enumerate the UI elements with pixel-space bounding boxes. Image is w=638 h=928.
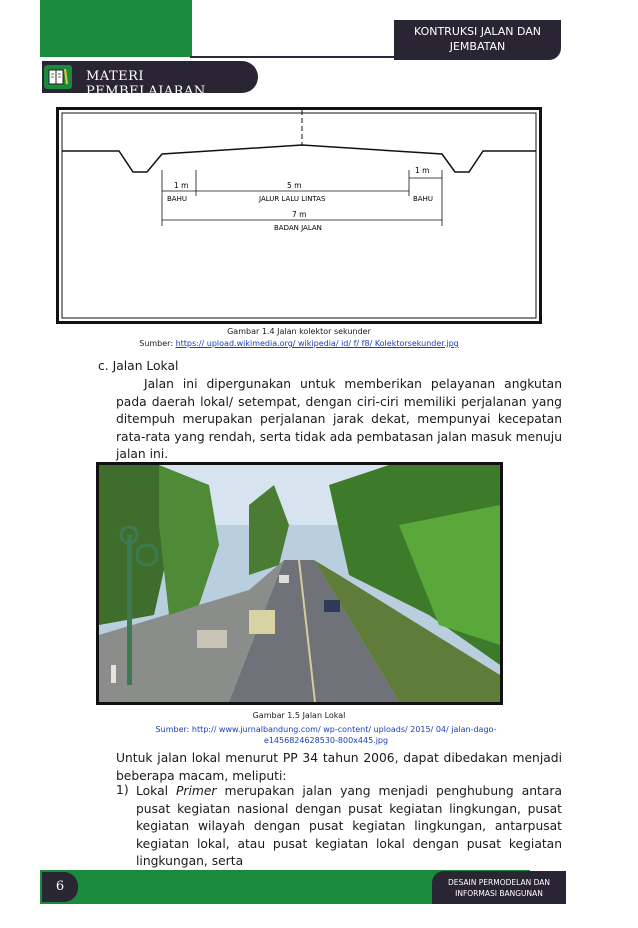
figure1-source-prefix: Sumber: xyxy=(139,339,176,348)
list-item xyxy=(136,783,562,871)
figure1-source xyxy=(0,339,598,348)
figure1-caption: Gambar 1.4 Jalan kolektor sekunder xyxy=(227,327,371,336)
list-item-lead: Lokal xyxy=(136,784,176,798)
intro-paragraph: Untuk jalan lokal menurut PP 34 tahun 2006, dapat dibedakan menjadi beberapa macam, meliputi: xyxy=(116,751,562,783)
list-item-text: merupakan jalan yang menjadi penghubung antara pusat kegiatan nasional dengan pusat kegiatan lingkungan, pusat kegiatan wilayah dengan pusat kegiatan lingkungan, antarpusat kegiatan lokal, atau pusat kegiatan lokal dengan pusat kegiatan lingkungan, serta xyxy=(136,784,562,868)
footer-title-line2: INFORMASI BANGUNAN xyxy=(455,889,543,898)
bahu-left-width-label: 1 m xyxy=(174,181,189,190)
list-item-number: 1) xyxy=(116,783,129,797)
figure2-caption: Gambar 1.5 Jalan Lokal xyxy=(252,711,346,720)
section-label: MATERI PEMBELAJARAN xyxy=(86,69,206,99)
figure1-source-link[interactable]: https:// upload.wikimedia.org/ wikipedia/ id/ f/ f8/ Kolektorsekunder.jpg xyxy=(175,339,459,348)
section-label-box xyxy=(42,61,258,99)
bahu-right-label: BAHU xyxy=(413,195,433,203)
cross-section-diagram xyxy=(59,110,539,321)
book-title-line2: JEMBATAN xyxy=(449,40,506,53)
book-title-box xyxy=(394,20,561,60)
list-item-term: Primer xyxy=(176,784,217,798)
bahu-right-width-label: 1 m xyxy=(415,166,430,175)
section-c-paragraph: Jalan ini dipergunakan untuk memberikan pelayanan angkutan pada daerah lokal/ setempat, dengan ciri-ciri memiliki perjalanan yang ditempuh merupakan perjalanan jarak dekat, mempunyai kecepatan rata-rata yang rendah, serta tidak ada pembatasan jalan masuk menuju jalan ini. xyxy=(116,377,562,461)
figure2-source xyxy=(116,724,536,746)
footer-title-box xyxy=(432,871,566,904)
local-road-photo xyxy=(96,462,503,705)
lane-label: JALUR LALU LINTAS xyxy=(259,195,326,203)
body-width-label: 7 m xyxy=(292,210,307,219)
lane-width-label: 5 m xyxy=(287,181,302,190)
bahu-left-label: BAHU xyxy=(167,195,187,203)
footer-title-line1: DESAIN PERMODELAN DAN xyxy=(448,878,550,887)
header-green-block xyxy=(40,0,192,57)
cross-section-figure xyxy=(56,107,542,324)
figure2-source-line1[interactable]: Sumber: http:// www.jurnalbandung.com/ wp-content/ uploads/ 2015/ 04/ jalan-dago- xyxy=(155,725,497,734)
figure2-source-line2[interactable]: e1456824628530-800x445.jpg xyxy=(263,736,389,745)
book-title-line1: KONTRUKSI JALAN DAN xyxy=(413,25,542,38)
book-pencil-icon xyxy=(44,65,72,89)
section-c-heading: c. Jalan Lokal xyxy=(98,359,179,373)
body-label: BADAN JALAN xyxy=(274,224,322,232)
page-number: 6 xyxy=(42,872,78,902)
